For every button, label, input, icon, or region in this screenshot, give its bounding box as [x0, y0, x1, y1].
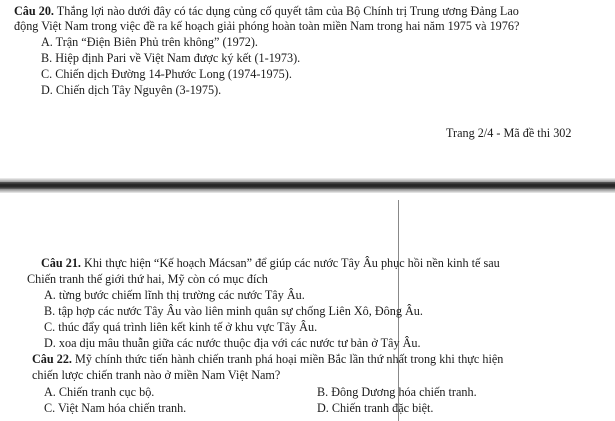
q21-option-a: A. từng bước chiếm lĩnh thị trường các nước Tây Âu. — [44, 288, 305, 302]
q20-stem-line-1 — [14, 4, 519, 19]
q20-stem-line-2: động Việt Nam trong việc đề ra kế hoạch giải phóng hoàn toàn miền Nam trong hai năm 1975 và 1976? — [14, 19, 520, 33]
q22-stem-line-1 — [32, 352, 503, 367]
q22-number: Câu 22. — [32, 352, 72, 366]
q20-stem-text-1: Thắng lợi nào dưới đây có tác dụng củng cố quyết tâm của Bộ Chính trị Trung ương Đảng Lao — [53, 4, 519, 18]
q20-option-c: C. Chiến dịch Đường 14-Phước Long (1974-1975). — [41, 67, 292, 81]
q20-option-b: B. Hiệp định Pari về Việt Nam được ký kết (1-1973). — [41, 51, 301, 65]
q21-stem-line-2: Chiến tranh thế giới thứ hai, Mỹ còn có mục đích — [27, 272, 268, 286]
q21-option-d: D. xoa dịu mâu thuẫn giữa các nước thuộc địa với các nước tư bản ở Tây Âu. — [44, 336, 421, 350]
q21-stem-text-1: Khi thực hiện “Kế hoạch Mácsan” để giúp các nước Tây Âu phục hồi nền kinh tế sau — [80, 256, 500, 270]
q20-number: Câu 20. — [14, 4, 54, 18]
page-break-band — [0, 182, 615, 189]
q22-stem-text-1: Mỹ chính thức tiến hành chiến tranh phá hoại miền Bắc lần thứ nhất trong khi thực hiện — [71, 352, 504, 366]
page-footer: Trang 2/4 - Mã đề thi 302 — [446, 126, 572, 140]
q22-option-b: B. Đông Dương hóa chiến tranh. — [317, 385, 477, 399]
q21-option-c: C. thúc đẩy quá trình liên kết kinh tế ở khu vực Tây Âu. — [44, 320, 318, 334]
q20-option-a: A. Trận “Điện Biên Phủ trên không” (1972). — [41, 35, 258, 49]
q21-stem-line-1 — [41, 256, 500, 271]
q21-number: Câu 21. — [41, 256, 81, 270]
page-break-shadow-bottom — [0, 189, 615, 193]
q21-option-b: B. tập hợp các nước Tây Âu vào liên minh quân sự chống Liên Xô, Đông Âu. — [44, 304, 423, 318]
q22-option-d: D. Chiến tranh đặc biệt. — [317, 401, 434, 415]
q22-stem-line-2: chiến lược chiến tranh nào ở miền Nam Việt Nam? — [32, 368, 281, 382]
q22-option-a: A. Chiến tranh cục bộ. — [44, 385, 155, 399]
q20-option-d: D. Chiến dịch Tây Nguyên (3-1975). — [41, 83, 222, 97]
q22-option-c: C. Việt Nam hóa chiến tranh. — [44, 401, 187, 415]
